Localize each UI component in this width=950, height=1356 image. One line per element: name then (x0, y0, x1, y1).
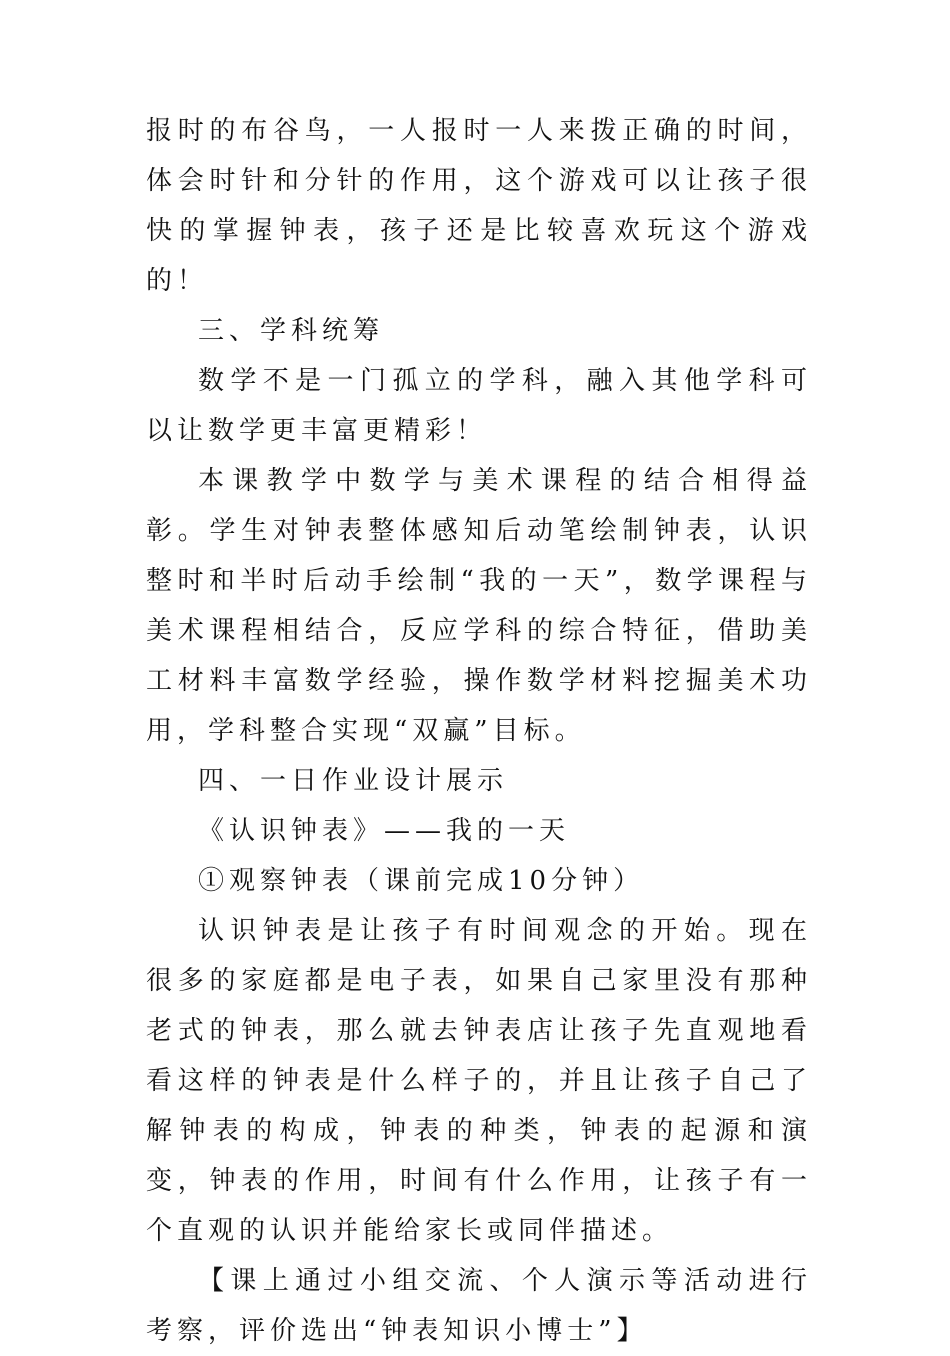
paragraph-math-not-isolated: 数学不是一门孤立的学科，融入其他学科可以让数学更丰富更精彩！ (146, 366, 812, 446)
paragraph-evaluation: 【课上通过小组交流、个人演示等活动进行考察，评价选出“钟表知识小博士”】 (146, 1266, 812, 1346)
section-heading-3: 三、学科统筹 (198, 316, 385, 346)
section-heading-4: 四、一日作业设计展示 (198, 766, 509, 796)
paragraph-art-combination: 本课教学中数学与美术课程的结合相得益彰。学生对钟表整体感知后动笔绘制钟表，认识整时和半时后动手绘制“我的一天”，数学课程与美术课程相结合，反应学科的综合特征，借助美工材料丰富数学经验，操作数学材料挖掘美术功用，学科整合实现“双赢”目标。 (146, 466, 812, 746)
list-item-1: ①观察钟表（课前完成10分钟） (198, 866, 645, 896)
document-page (146, 106, 812, 1356)
assignment-subtitle: 《认识钟表》——我的一天 (198, 816, 571, 846)
paragraph-continued: 报时的布谷鸟，一人报时一人来拨正确的时间，体会时针和分针的作用，这个游戏可以让孩子很快的掌握钟表，孩子还是比较喜欢玩这个游戏的！ (146, 116, 812, 296)
paragraph-observe-clock: 认识钟表是让孩子有时间观念的开始。现在很多的家庭都是电子表，如果自己家里没有那种老式的钟表，那么就去钟表店让孩子先直观地看看这样的钟表是什么样子的，并且让孩子自己了解钟表的构成，钟表的种类，钟表的起源和演变，钟表的作用，时间有什么作用，让孩子有一个直观的认识并能给家长或同伴描述。 (146, 916, 812, 1246)
